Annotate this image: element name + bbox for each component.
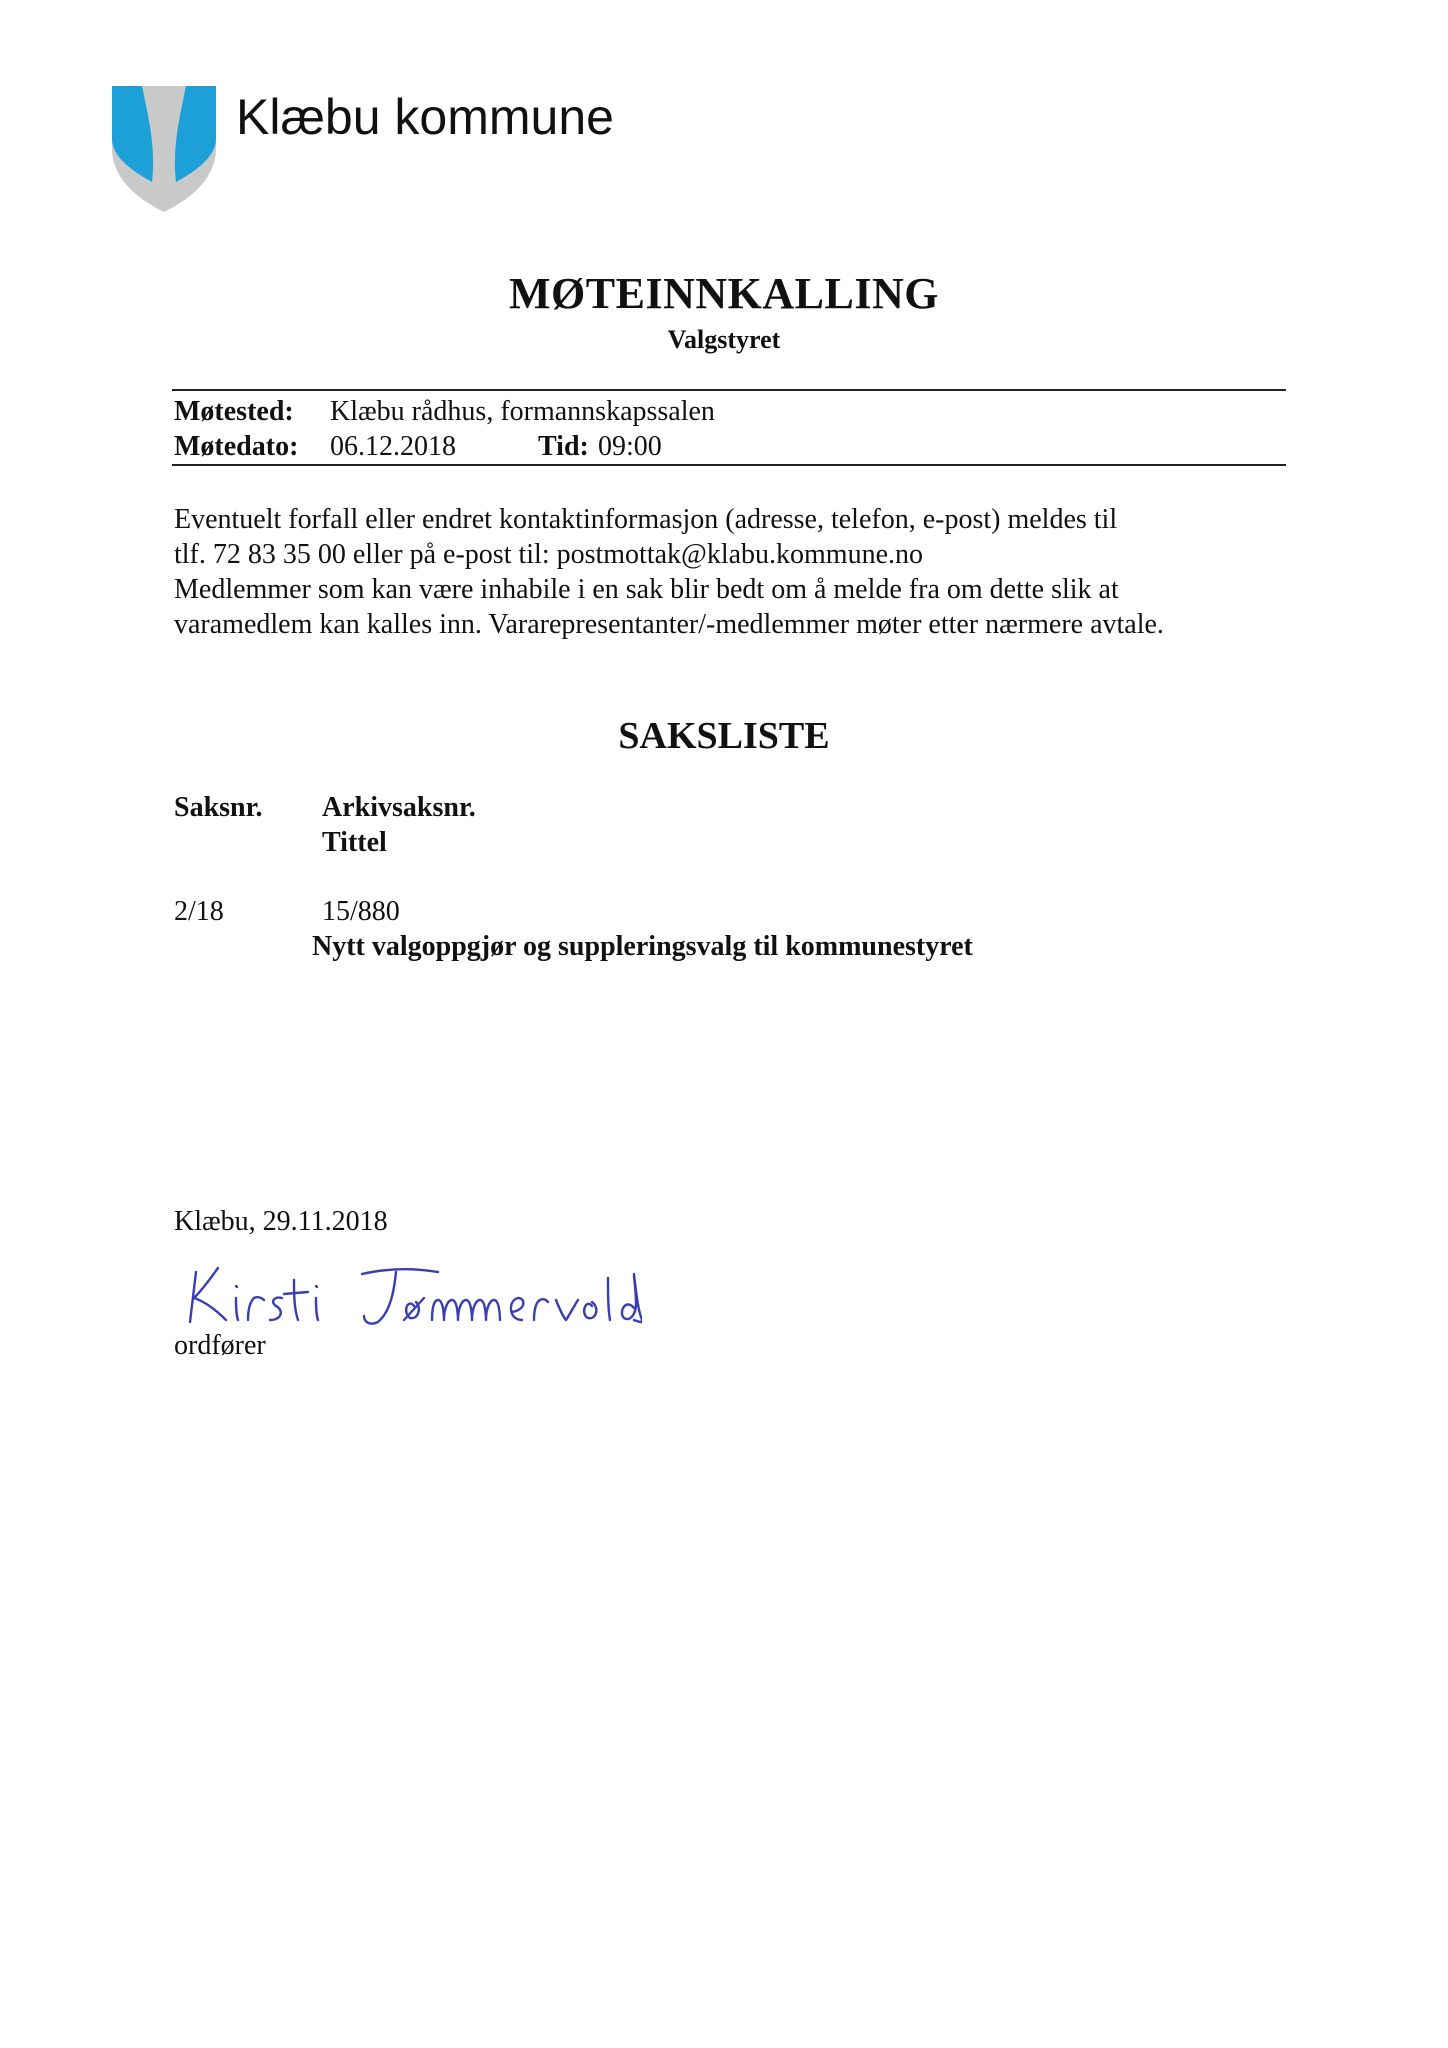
document-subtitle: Valgstyret	[667, 325, 781, 354]
divider-top	[172, 389, 1286, 391]
meeting-place-value: Klæbu rådhus, formannskapssalen	[330, 396, 715, 427]
signatory-role: ordfører	[174, 1330, 266, 1361]
agenda-header-case-no: Saksnr.	[174, 792, 263, 823]
municipality-name: Klæbu kommune	[236, 89, 614, 145]
agenda-item-title: Nytt valgoppgjør og suppleringsvalg til kommunestyret	[312, 931, 973, 962]
agenda-header-archive-no: Arkivsaksnr.	[322, 792, 476, 823]
meeting-date-value: 06.12.2018	[330, 431, 456, 462]
notice-paragraph	[174, 502, 1294, 642]
notice-line: Medlemmer som kan være inhabile i en sak blir bedt om å melde fra om dette slik at	[174, 574, 1119, 605]
divider-bottom	[172, 464, 1286, 466]
agenda-item-archive-no: 15/880	[322, 896, 400, 927]
agenda-title: SAKSLISTE	[618, 715, 830, 757]
notice-line: varamedlem kan kalles inn. Vararepresentanter/-medlemmer møter etter nærmere avtale.	[174, 609, 1164, 640]
place-and-date: Klæbu, 29.11.2018	[174, 1206, 388, 1237]
notice-line: tlf. 72 83 35 00 eller på e-post til: postmottak@klabu.kommune.no	[174, 539, 924, 570]
agenda-item-case-no: 2/18	[174, 896, 224, 927]
meeting-date-label: Møtedato:	[174, 431, 299, 462]
meeting-time-value: 09:00	[598, 431, 662, 462]
agenda-header-title: Tittel	[322, 827, 387, 858]
notice-line: Eventuelt forfall eller endret kontaktinformasjon (adresse, telefon, e-post) meldes til	[174, 504, 1118, 535]
document-title: MØTEINNKALLING	[509, 269, 939, 318]
meeting-place-label: Møtested:	[174, 396, 294, 427]
meeting-time-label: Tid:	[538, 431, 589, 462]
municipality-coat-of-arms-logo	[112, 86, 216, 212]
